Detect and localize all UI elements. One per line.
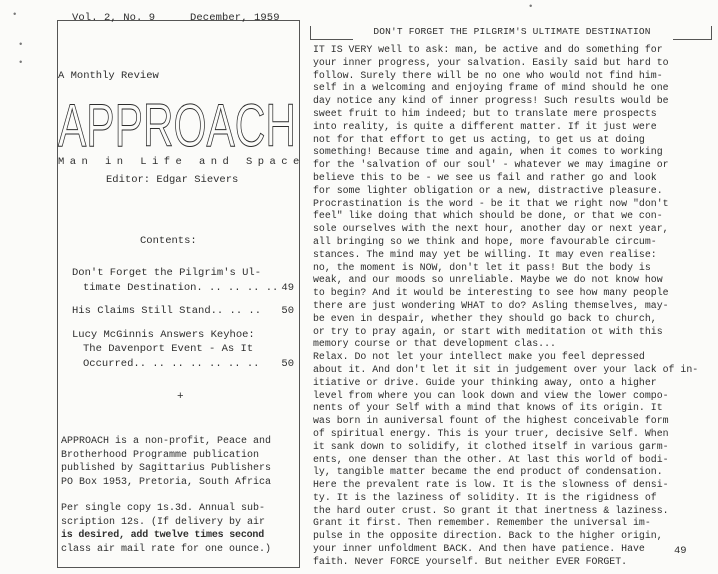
article-line: day notice any kind of inner progress! Such results would be <box>313 95 669 107</box>
scan-mark: • <box>18 40 24 50</box>
toc-entry-text: His Claims Still Stand.. .. .. <box>72 305 262 317</box>
article-line: not for that effort to get us acting, to get us at doing <box>313 133 645 145</box>
cover-column <box>0 0 310 574</box>
page-number: 49 <box>674 545 687 557</box>
scan-mark: • <box>18 58 24 68</box>
toc-page-number: 49 <box>281 281 294 294</box>
article-line: follow. Surely there will be no one who would not find him- <box>313 69 663 81</box>
article-heading-frame <box>310 26 712 40</box>
article-line: your inner unfoldment BACK. And then have patience. Have <box>313 543 645 555</box>
price-line: class air mail rate for one ounce.) <box>61 543 272 555</box>
article-line: Procrastination is the word - be it that we right now "don't <box>313 197 669 209</box>
article-line: weak, and our moods so unreliable. Maybe we do not know how <box>313 274 663 286</box>
toc-entry-line: Lucy McGinnis Answers Keyhoe: <box>72 328 255 341</box>
article-line: Grant it first. Then remember. Remember the universal im- <box>313 517 651 529</box>
toc-page-number: 50 <box>281 305 294 317</box>
toc-entry-claims[interactable] <box>72 304 294 319</box>
article-line: for some lighter obligation or a new, distractive pleasure. <box>313 184 663 196</box>
article-line: about it. And don't let it sit in judgement over your lack of in- <box>313 363 699 375</box>
subscription-info <box>61 502 297 556</box>
toc-entry-line: Don't Forget the Pilgrim's Ul- <box>72 267 262 279</box>
article-line: self in a welcoming and enjoying frame of mind should he one <box>313 82 669 94</box>
article-line: sweet fruit to him indeed; but to translate mere prospects <box>313 107 657 119</box>
article-line: nents of your Self with a mind that knows of its origin. It <box>313 402 663 414</box>
article-line: ents, one denser than the other. At last this world of bodi- <box>313 453 669 465</box>
article-line: ty. It is the laziness of solidity. It is the rigidness of <box>313 491 657 503</box>
price-line-bold: is desired, add twelve times second <box>61 530 265 541</box>
scan-mark: • <box>12 10 18 20</box>
article-line: sole ourselves with the next hour, another day or next year, <box>313 223 669 235</box>
section-separator: + <box>177 391 184 403</box>
toc-entry-pilgrim[interactable] <box>72 266 294 295</box>
article-line: into reality, is quite a different matter. If it just were <box>313 120 657 132</box>
article-line: memory course or that development clas... <box>313 338 556 350</box>
toc-entry-line: The Davenport Event - As It <box>83 343 254 355</box>
article-line: to begin? And it would be interesting to see how many people <box>313 287 669 299</box>
toc-page-number: 50 <box>281 357 294 370</box>
article-line: itiative or drive. Guide your thinking away, onto a higher <box>313 376 657 388</box>
issue-date: December, 1959 <box>190 12 280 24</box>
article-line: it sank down to solidify, it clothed itself in various garm- <box>313 440 669 452</box>
volume-number: Vol. 2, No. 9 <box>72 12 156 24</box>
publication-subtitle: A Monthly Review <box>58 70 159 82</box>
article-line: IT IS VERY well to ask: man, be active and do something for <box>313 44 663 55</box>
article-line: ly, tangible matter became the end product of condensation. <box>313 466 663 478</box>
article-heading: DON'T FORGET THE PILGRIM'S ULTIMATE DESTINATION <box>373 26 651 37</box>
article-line: something! Because time and again, when it comes to working <box>313 146 663 158</box>
approach-logo <box>58 92 298 159</box>
article-line: no, the moment is NOW, don't let it pass! But the body is <box>313 261 651 273</box>
publisher-info <box>61 435 297 489</box>
article-line: the hard outer crust. So grant it that inertness & laziness. <box>313 504 669 516</box>
price-line: Per single copy 1s.3d. Annual sub- <box>61 503 266 514</box>
article-paragraph-1 <box>313 44 713 351</box>
article-line: was born in auniversal fount of the highest conceivable form <box>313 415 669 427</box>
logo-text: APPROACH <box>58 92 296 159</box>
toc-entry-text: Occurred.. .. .. .. .. .. .. <box>83 357 260 370</box>
article-line: level from where you can look down and view the lower compo- <box>313 389 669 401</box>
toc-entry-line <box>72 281 294 296</box>
article-line: for the 'salvation of our soul' - whatever we may imagine or <box>313 159 669 171</box>
table-of-contents <box>72 266 294 380</box>
article-line: your inner progress, your salvation. Easily said but hard to <box>313 56 669 68</box>
article-line: feel" like doing that which should be done, or that we con- <box>313 210 663 222</box>
article-line: Relax. Do not let your intellect make you feel depressed <box>313 351 645 363</box>
article-line: faith. Never FORCE yourself. But neither EVER FORGET. <box>313 555 628 567</box>
article-paragraph-2 <box>313 351 713 569</box>
publisher-line: APPROACH is a non-profit, Peace and <box>61 436 272 447</box>
article-body <box>313 44 713 569</box>
toc-entry-line <box>72 304 294 319</box>
article-line: stances. The mind may yet be willing. It may even realise: <box>313 248 657 260</box>
toc-entry-text: timate Destination. .. .. .. .. <box>83 281 279 294</box>
editor-credit: Editor: Edgar Sievers <box>106 174 239 186</box>
scan-mark: • <box>528 2 534 12</box>
article-line: pulse in the opposite direction. Back to the higher origin, <box>313 530 663 542</box>
publisher-line: PO Box 1953, Pretoria, South Africa <box>61 476 272 488</box>
heading-rule <box>673 39 711 40</box>
tagline: Man in Life and Space <box>58 156 305 168</box>
article-line: of spiritual energy. This is your truer, decisive Self. When <box>313 427 669 439</box>
article-line: there are just wondering WHAT to do? Asling themselves, may- <box>313 299 669 311</box>
price-line: scription 12s. (If delivery by air <box>61 516 266 528</box>
article-line: believe this to be - we see us fail and rather go and look <box>313 171 657 183</box>
publisher-line: Brotherhood Programme publication <box>61 449 260 461</box>
article-line: or try to pray again, or start with meditation ot with this <box>313 325 663 337</box>
article-line: Here the prevalent rate is low. It is the slowness of densi- <box>313 479 669 491</box>
article-line: all bringing so we think and hope, more favourable circum- <box>313 235 657 247</box>
heading-rule <box>311 39 353 40</box>
article-line: be even in despair, whether they should go back to church, <box>313 312 657 324</box>
contents-heading: Contents: <box>140 235 197 247</box>
toc-entry-lucy-mcginnis[interactable] <box>72 328 294 372</box>
toc-entry-line <box>72 357 294 372</box>
publisher-line: published by Sagittarius Publishers <box>61 463 272 474</box>
